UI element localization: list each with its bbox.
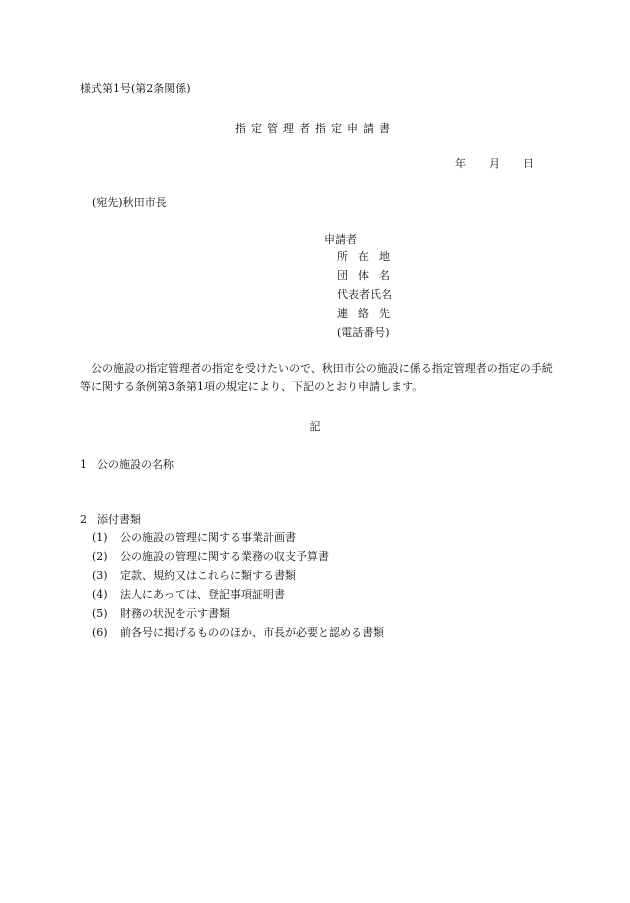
ki-heading: 記 bbox=[309, 420, 321, 433]
attachment-item bbox=[92, 550, 329, 564]
attachment-item bbox=[92, 607, 230, 621]
attachment-item bbox=[92, 626, 384, 640]
attachment-text: 定款、規約又はこれらに類する書類 bbox=[120, 569, 296, 582]
application-statement: 公の施設の指定管理者の指定を受けたいので、秋田市公の施設に係る指定管理者の指定の手続等に関する条例第3条第1項の規定により、下記のとおり申請します。 bbox=[80, 362, 553, 393]
attachment-text: 公の施設の管理に関する事業計画書 bbox=[120, 531, 296, 544]
attachment-item bbox=[92, 531, 296, 545]
applicant-representative-label: 代表者氏名 bbox=[337, 288, 392, 301]
section-title: 公の施設の名称 bbox=[97, 458, 174, 471]
attachment-text: 公の施設の管理に関する業務の収支予算書 bbox=[120, 550, 329, 563]
attachment-number: (5) bbox=[92, 607, 108, 620]
section-title: 添付書類 bbox=[97, 513, 141, 526]
addressee: (宛先)秋田市長 bbox=[92, 196, 167, 209]
applicant-contact-label: 連絡先 bbox=[337, 307, 400, 320]
date-month: 月 bbox=[489, 157, 500, 170]
date-day: 日 bbox=[523, 157, 534, 170]
attachment-number: (4) bbox=[92, 588, 108, 601]
date-year: 年 bbox=[455, 157, 466, 170]
applicant-address-label: 所在地 bbox=[337, 250, 400, 263]
section-number: 2 bbox=[80, 513, 87, 526]
document-title: 指定管理者指定申請書 bbox=[235, 122, 395, 135]
attachment-text: 財務の状況を示す書類 bbox=[120, 607, 230, 620]
form-number: 様式第1号(第2条関係) bbox=[80, 82, 191, 95]
section-facility-name bbox=[80, 458, 174, 472]
section-number: 1 bbox=[80, 458, 87, 471]
attachment-number: (3) bbox=[92, 569, 108, 582]
applicant-phone-label: (電話番号) bbox=[337, 326, 390, 339]
attachment-item bbox=[92, 588, 285, 602]
attachment-text: 前各号に掲げるもののほか、市長が必要と認める書類 bbox=[120, 626, 384, 639]
attachment-number: (2) bbox=[92, 550, 108, 563]
attachment-text: 法人にあっては、登記事項証明書 bbox=[120, 588, 285, 601]
attachment-item bbox=[92, 569, 296, 583]
section-attachments bbox=[80, 513, 141, 527]
applicant-label: 申請者 bbox=[324, 233, 357, 246]
attachment-number: (1) bbox=[92, 531, 108, 544]
applicant-organization-label: 団体名 bbox=[337, 269, 400, 282]
date-line bbox=[455, 157, 534, 171]
attachment-number: (6) bbox=[92, 626, 108, 639]
